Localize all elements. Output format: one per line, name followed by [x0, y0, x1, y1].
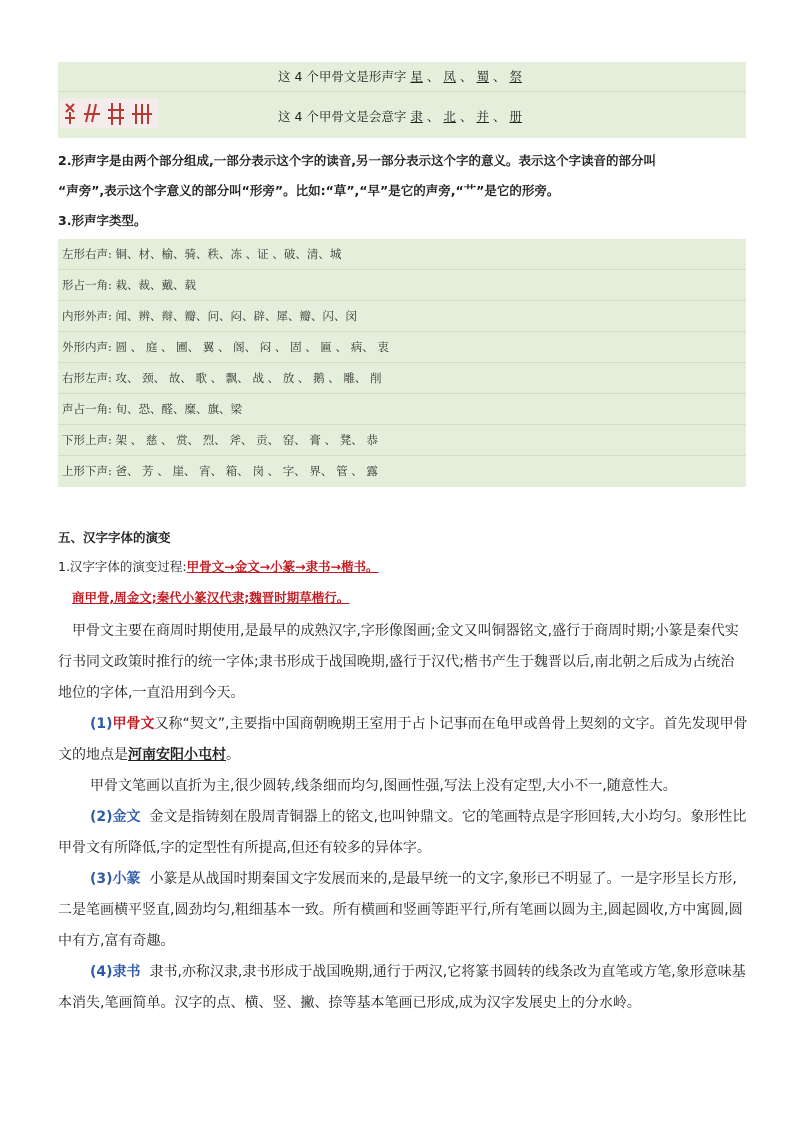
item-name: 甲骨文	[112, 716, 155, 732]
category-row	[58, 456, 746, 487]
item-text: 又称“契文”,主要指中国商朝晚期王室用于占卜记事而在龟甲或兽骨上契刻的文字。首先发现甲骨文的地点是	[58, 716, 748, 763]
separator: 、	[426, 109, 440, 124]
section-5-title: 五、汉字字体的演变	[58, 530, 171, 545]
evolution-summary-line	[72, 589, 762, 607]
category-label: 左形右声:	[62, 247, 112, 261]
paragraph-2-line-1: 2.形声字是由两个部分组成,一部分表示这个字的读音,另一部分表示这个字的意义。表示这个字读音的部分叫	[58, 153, 656, 168]
category-row	[58, 270, 746, 301]
category-label: 形占一角:	[62, 278, 112, 292]
evolution-summary: 商甲骨,周金文;秦代小篆汉代隶;魏晋时期草楷行。	[72, 590, 350, 605]
blank-answer: 册	[509, 109, 522, 124]
clerical-item	[58, 957, 748, 1019]
oracle-bone-glyphs-image	[60, 98, 158, 128]
paragraph-2-line-2: “声旁”,表示这个字意义的部分叫“形旁”。比如:“草”,“早”是它的声旁,“艹”是它的形旁。	[58, 183, 560, 198]
evolution-process-line	[58, 558, 748, 576]
row2-prefix: 这 4 个甲骨文是会意字	[277, 109, 407, 124]
oracle-examples-table	[58, 62, 746, 138]
item-text: 小篆是从战国时期秦国文字发展而来的,是最早统一的文字,象形已不明显了。一是字形呈长方形,二是笔画横平竖直,圆劲均匀,粗细基本一致。所有横画和竖画等距平行,所有笔画以圆为主,圆起圆收,方中寓圆,圆中有方,富有奇趣。	[58, 871, 743, 949]
item-name: 隶书	[112, 964, 141, 980]
separator: 、	[459, 109, 473, 124]
category-chars: 架 、 慈 、 赏、 烈、 斧、 贡、 窑、 膏 、 凳、 恭	[115, 433, 378, 447]
item-number: (3)	[90, 871, 113, 887]
bronze-item	[58, 802, 748, 864]
blank-answer: 祭	[509, 69, 522, 84]
separator: 、	[459, 69, 473, 84]
item-number: (2)	[90, 809, 113, 825]
item-text: 隶书,亦称汉隶,隶书形成于战国晚期,通行于两汉,它将篆书圆转的线条改为直笔或方笔,象形意味基本消失,笔画简单。汉字的点、横、竖、撇、捺等基本笔画已形成,成为汉字发展史上的分水岭。	[58, 964, 746, 1011]
phonetic-types-table	[58, 239, 746, 487]
evolution-prefix: 1.汉字字体的演变过程:	[58, 559, 187, 574]
separator: 、	[492, 109, 506, 124]
item-number: (4)	[90, 964, 113, 980]
category-chars: 圆 、 庭 、 圃、 翼 、 阁、 闷 、 固 、 匾 、 病、 衷	[115, 340, 389, 354]
blank-answer: 并	[476, 109, 489, 124]
category-chars: 闻、辨、辩、瓣、问、闷、辟、犀、瓣、闪、闵	[115, 309, 358, 323]
blank-answer: 蜀	[476, 69, 489, 84]
separator: 、	[492, 69, 506, 84]
oracle-features: 甲骨文笔画以直折为主,很少圆转,线条细而均匀,图画性强,写法上没有定型,大小不一,随意性大。	[90, 778, 677, 794]
blank-answer: 凤	[443, 69, 456, 84]
oracle-item	[58, 709, 748, 771]
blank-answer: 星	[410, 69, 423, 84]
category-label: 声占一角:	[62, 402, 112, 416]
period: 。	[226, 747, 240, 763]
item-name: 小篆	[112, 871, 141, 887]
item-number: (1)	[90, 716, 113, 732]
category-row	[58, 363, 746, 394]
phonetic-examples-row	[58, 62, 746, 92]
intro-paragraph: 甲骨文主要在商周时期使用,是最早的成熟汉字,字形像图画;金文又叫铜器铭文,盛行于商周时期;小篆是秦代实行书同文政策时推行的统一字体;隶书形成于战国晚期,盛行于汉代;楷书产生于魏晋以后,南北朝之后成为占统治地位的字体,一直沿用到今天。	[58, 623, 739, 701]
seal-item	[58, 864, 748, 957]
category-chars: 铜、材、榆、骑、秩、冻 、证 、破、清、城	[115, 247, 342, 261]
category-row	[58, 425, 746, 456]
category-row	[58, 394, 746, 425]
category-row	[58, 301, 746, 332]
category-chars: 栽、裁、戴、载	[115, 278, 197, 292]
category-chars: 攻、 颈、 故、 歌 、 飘、 战 、 放 、 鹅 、 雕、 削	[115, 371, 382, 385]
category-chars: 旬、恐、醛、糜、旗、梁	[115, 402, 243, 416]
evolution-process: 甲骨文→金文→小篆→隶书→楷书。	[186, 559, 379, 574]
separator: 、	[426, 69, 440, 84]
blank-answer: 隶	[410, 109, 423, 124]
category-label: 右形左声:	[62, 371, 112, 385]
item-text: 金文是指铸刻在殷周青铜器上的铭文,也叫钟鼎文。它的笔画特点是字形回转,大小均匀。象形性比甲骨文有所降低,字的定型性有所提高,但还有较多的异体字。	[58, 809, 747, 856]
category-row	[58, 332, 746, 363]
ideographic-examples-row	[58, 92, 746, 138]
blank-answer: 北	[443, 109, 456, 124]
category-chars: 爸、 芳 、 崖、 宵、 箱、 岗 、 字、 界、 管 、 露	[115, 464, 378, 478]
category-row	[58, 239, 746, 270]
category-label: 上形下声:	[62, 464, 112, 478]
category-label: 内形外声:	[62, 309, 112, 323]
item-name: 金文	[112, 809, 141, 825]
category-label: 下形上声:	[62, 433, 112, 447]
paragraph-3-heading: 3.形声字类型。	[58, 213, 147, 228]
category-label: 外形内声:	[62, 340, 112, 354]
row1-prefix: 这 4 个甲骨文是形声字	[277, 69, 407, 84]
discovery-place: 河南安阳小屯村	[128, 747, 226, 763]
